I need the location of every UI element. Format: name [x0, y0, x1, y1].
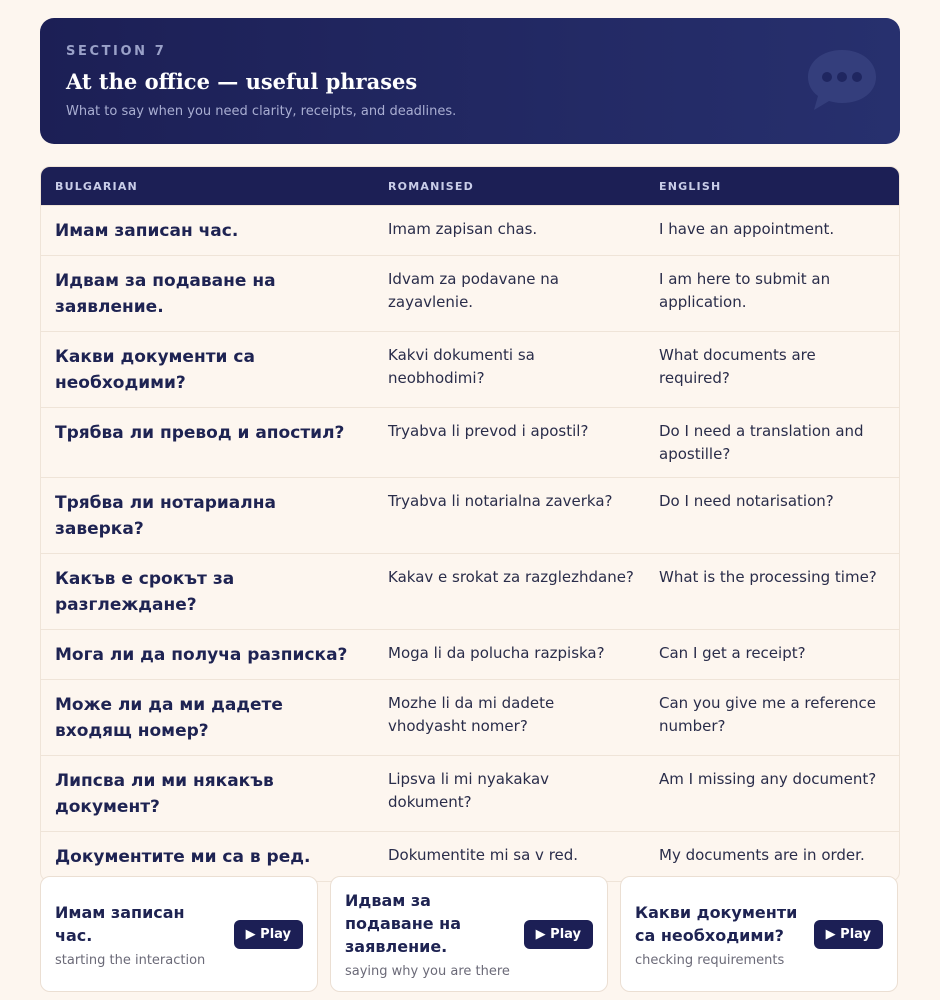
play-button[interactable]: ▶ Play — [234, 920, 303, 949]
english-phrase: Do I need a translation and apostille? — [659, 422, 864, 463]
bulgarian-phrase: Трябва ли превод и апостил? — [55, 423, 345, 443]
romanised-phrase: Imam zapisan chas. — [388, 220, 538, 238]
romanised-phrase: Kakav e srokat za razglezhdane? — [388, 568, 634, 586]
card-text — [635, 901, 814, 968]
table-row — [41, 679, 899, 755]
romanised-phrase: Mozhe li da mi dadete vhodyasht nomer? — [388, 694, 555, 735]
column-header-english: ENGLISH — [659, 179, 722, 193]
column-header-bulgarian: BULGARIAN — [55, 179, 138, 193]
romanised-phrase: Lipsva li mi nyakakav dokument? — [388, 770, 550, 811]
table-row — [41, 255, 899, 331]
section-kicker: SECTION 7 — [66, 44, 167, 59]
card-note: checking requirements — [635, 952, 785, 968]
romanised-phrase: Dokumentite mi sa v red. — [388, 846, 579, 864]
table-body — [41, 205, 899, 881]
table-row — [41, 831, 899, 881]
card-note: starting the interaction — [55, 952, 206, 968]
bulgarian-phrase: Липсва ли ми някакъв документ? — [55, 771, 274, 817]
card-text — [55, 901, 234, 968]
column-header-romanised: ROMANISED — [388, 179, 474, 193]
table-header — [41, 167, 899, 205]
phrase-card — [330, 876, 608, 992]
english-phrase: I have an appointment. — [659, 220, 835, 238]
bulgarian-phrase: Документите ми са в ред. — [55, 847, 311, 867]
bulgarian-phrase: Идвам за подаване на заявление. — [55, 271, 276, 317]
romanised-phrase: Kakvi dokumenti sa neobhodimi? — [388, 346, 535, 387]
bulgarian-phrase: Какви документи са необходими? — [55, 347, 255, 393]
bulgarian-phrase: Може ли да ми дадете входящ номер? — [55, 695, 283, 741]
table-row — [41, 755, 899, 831]
bulgarian-phrase: Какъв е срокът за разглеждане? — [55, 569, 235, 615]
phrase-cards — [40, 876, 900, 992]
bulgarian-phrase: Трябва ли нотариална заверка? — [55, 493, 276, 539]
bulgarian-phrase: Имам записан час. — [55, 221, 239, 241]
page-subtitle: What to say when you need clarity, receipts, and deadlines. — [66, 104, 457, 119]
play-button[interactable]: ▶ Play — [524, 920, 593, 949]
play-button[interactable]: ▶ Play — [814, 920, 883, 949]
table-row — [41, 477, 899, 553]
english-phrase: What documents are required? — [659, 346, 816, 387]
card-text — [345, 889, 524, 979]
table-row — [41, 407, 899, 477]
phrase-card — [40, 876, 318, 992]
table-row — [41, 205, 899, 255]
english-phrase: I am here to submit an application. — [659, 270, 831, 311]
phrase-table — [40, 166, 900, 882]
english-phrase: What is the processing time? — [659, 568, 877, 586]
english-phrase: Can you give me a reference number? — [659, 694, 877, 735]
romanised-phrase: Idvam za podavane na zayavlenie. — [388, 270, 559, 311]
table-row — [41, 553, 899, 629]
card-phrase: Идвам за подаване на заявление. — [345, 891, 462, 956]
section-header — [40, 18, 900, 144]
english-phrase: Am I missing any document? — [659, 770, 877, 788]
romanised-phrase: Tryabva li notarialna zaverka? — [388, 492, 613, 510]
romanised-phrase: Tryabva li prevod i apostil? — [388, 422, 589, 440]
phrase-card — [620, 876, 898, 992]
bulgarian-phrase: Мога ли да получа разписка? — [55, 645, 348, 665]
card-phrase: Какви документи са необходими? — [635, 902, 798, 945]
english-phrase: My documents are in order. — [659, 846, 865, 864]
card-note: saying why you are there — [345, 964, 510, 979]
table-row — [41, 331, 899, 407]
romanised-phrase: Moga li da polucha razpiska? — [388, 644, 605, 662]
english-phrase: Do I need notarisation? — [659, 492, 834, 510]
table-row — [41, 629, 899, 679]
card-phrase: Имам записан час. — [55, 902, 185, 945]
page-title: At the office — useful phrases — [66, 69, 418, 94]
english-phrase: Can I get a receipt? — [659, 644, 806, 662]
speech-bubble-icon — [806, 46, 878, 114]
